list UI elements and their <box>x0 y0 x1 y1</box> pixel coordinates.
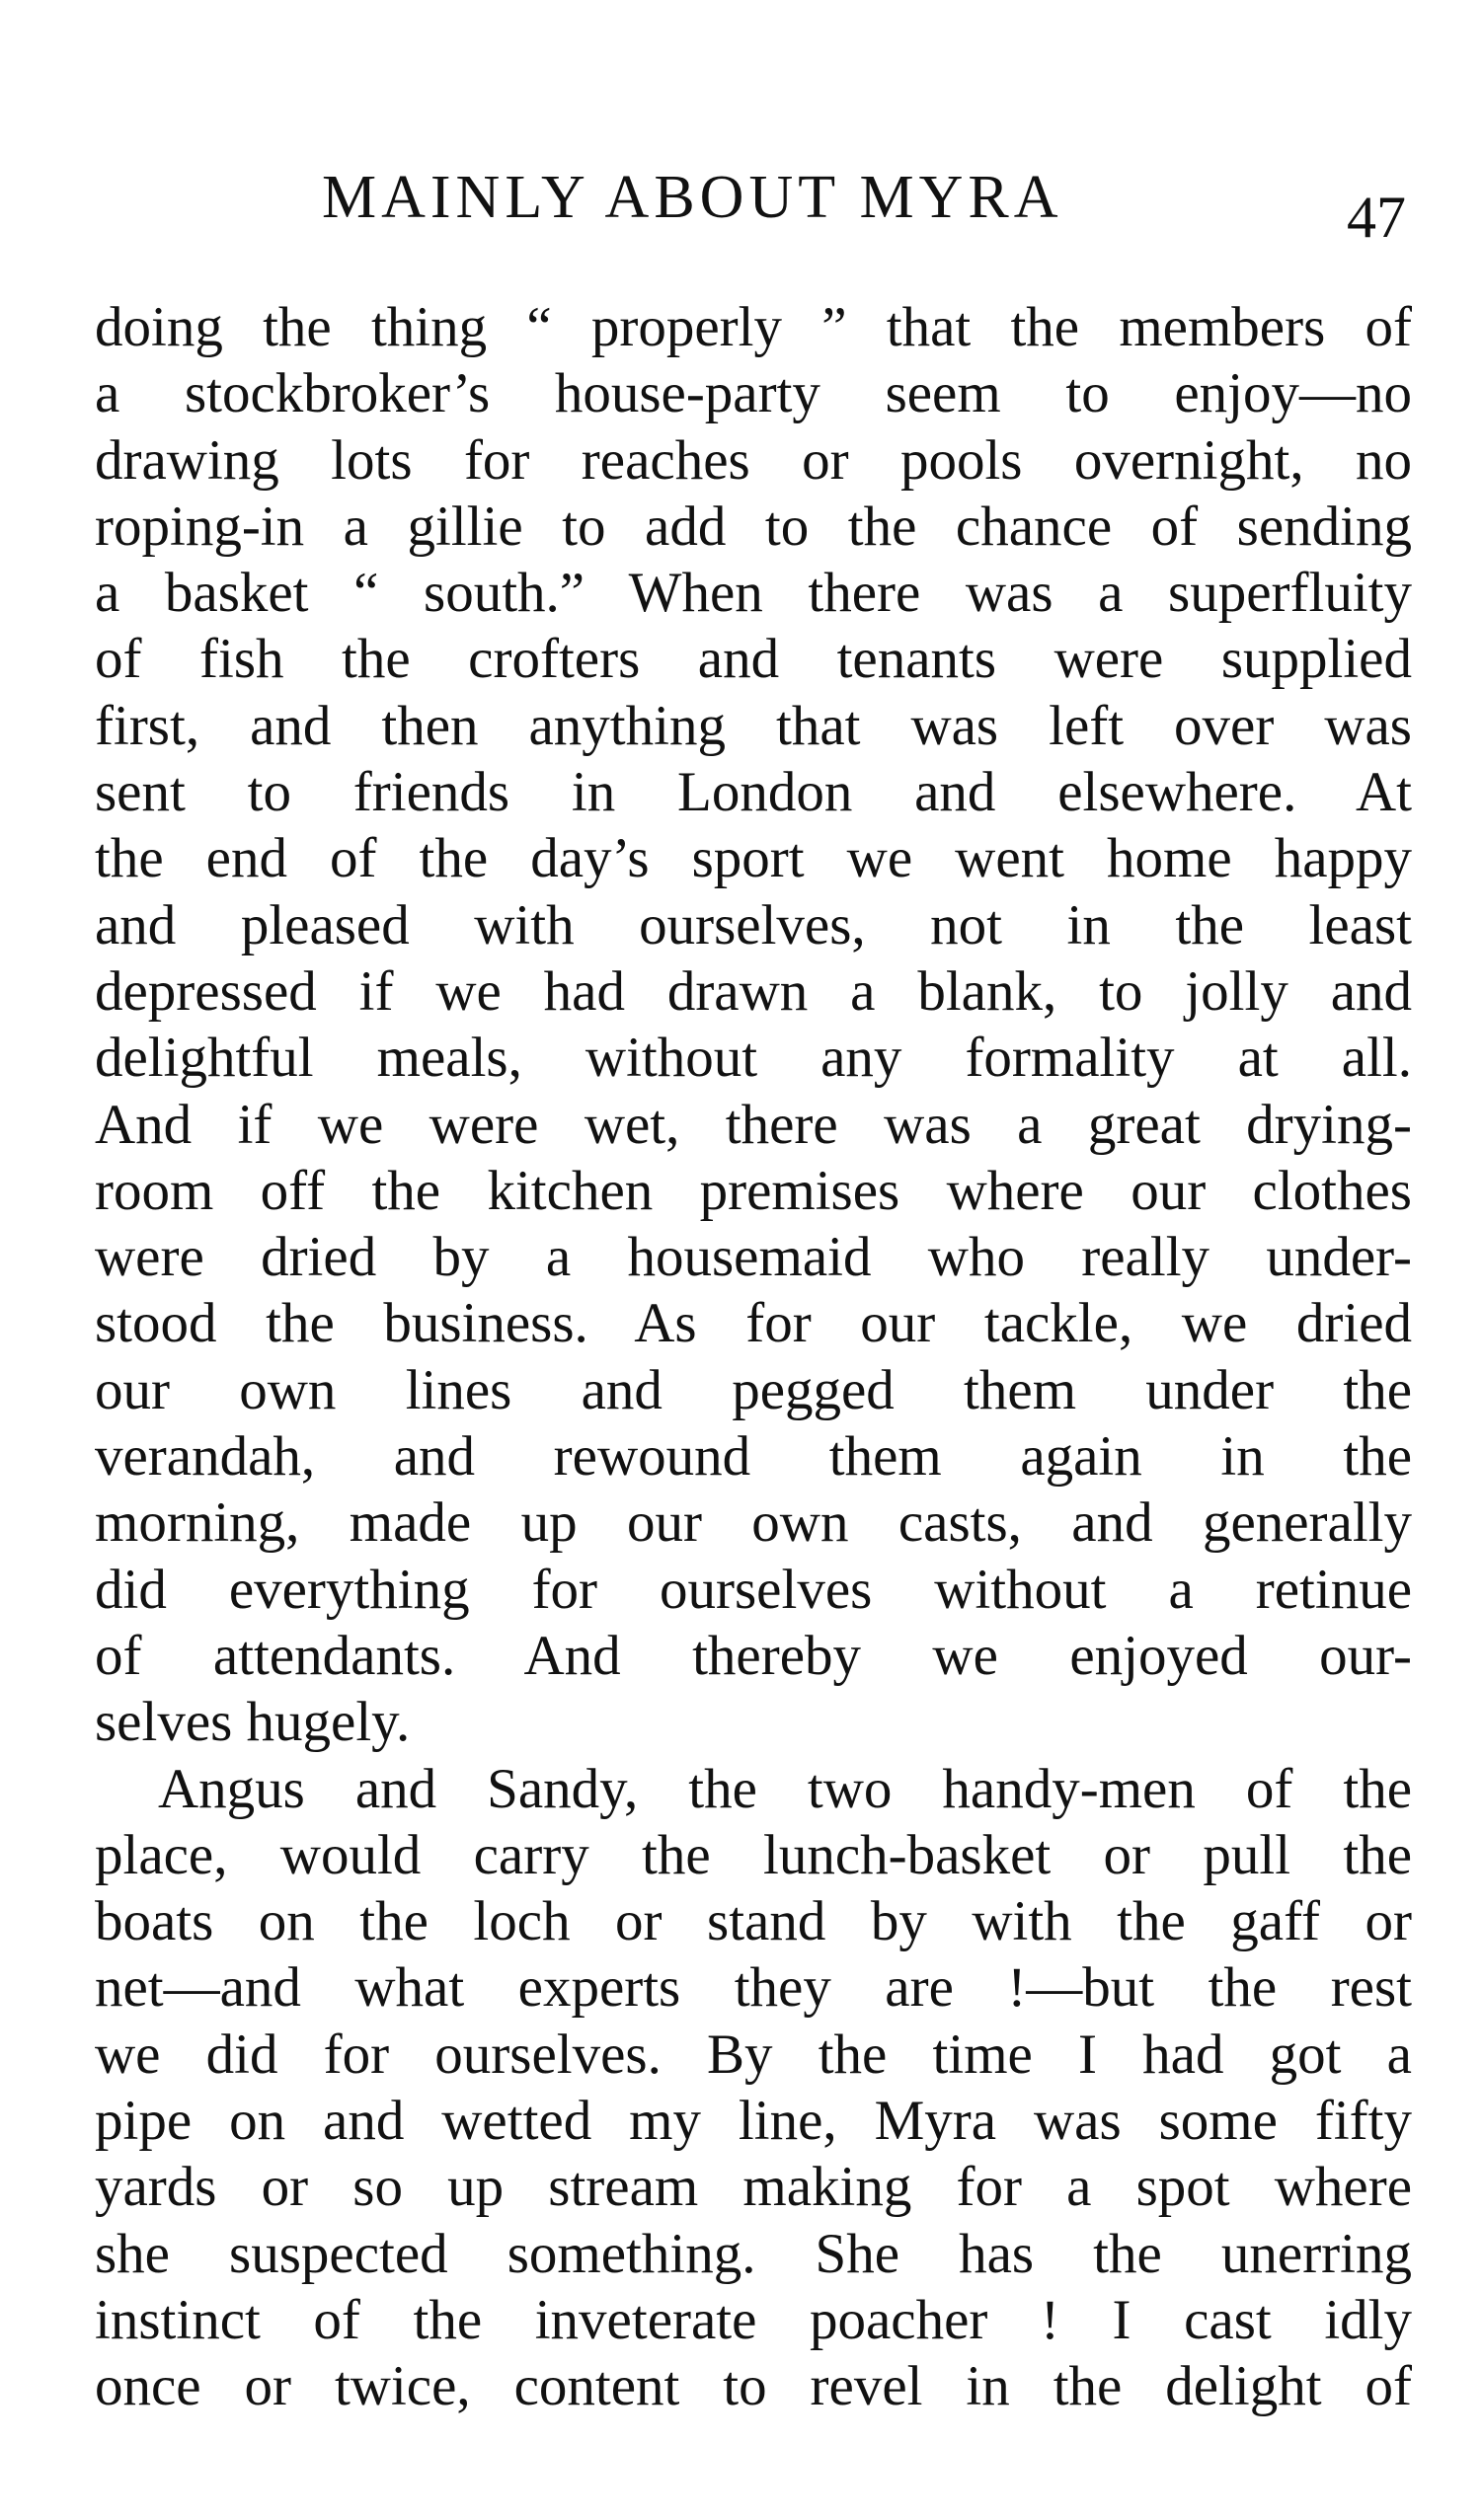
text-line: boats on the loch or stand by with the gaff or <box>95 1890 1412 1953</box>
paragraph-first-line: Angus and Sandy, the two handy-men of the <box>158 1757 1412 1820</box>
text-line: pipe on and wetted my line, Myra was some fifty <box>95 2090 1412 2153</box>
text-line: instinct of the inveterate poacher ! I cast idly <box>95 2288 1412 2351</box>
text-line: sent to friends in London and elsewhere. At <box>95 761 1412 824</box>
text-line: depressed if we had drawn a blank, to jolly and <box>95 959 1412 1023</box>
text-line: the end of the day’s sport we went home happy <box>95 827 1412 890</box>
text-line: And if we were wet, there was a great drying- <box>95 1093 1412 1156</box>
text-line: delightful meals, without any formality at all. <box>95 1027 1412 1090</box>
running-header <box>0 158 1482 250</box>
text-line: place, would carry the lunch-basket or pull the <box>95 1823 1412 1886</box>
body-text <box>95 294 1412 2420</box>
text-line: of fish the crofters and tenants were supplied <box>95 628 1412 691</box>
text-line: she suspected something. She has the unerring <box>95 2222 1412 2285</box>
running-title: MAINLY ABOUT MYRA <box>322 164 1063 231</box>
text-line: net—and what experts they are !—but the rest <box>95 1956 1412 2020</box>
text-line: of attendants. And thereby we enjoyed our- <box>95 1624 1412 1687</box>
text-line: first, and then anything that was left over was <box>95 694 1412 757</box>
text-line: stood the business. As for our tackle, we dried <box>95 1292 1412 1355</box>
text-line: drawing lots for reaches or pools overnight, no <box>95 428 1412 492</box>
text-line: morning, made up our own casts, and generally <box>95 1491 1412 1555</box>
page-number: 47 <box>1347 185 1406 250</box>
text-line: our own lines and pegged them under the <box>95 1358 1412 1421</box>
text-line: a basket “ south.” When there was a superfluity <box>95 562 1412 625</box>
text-line: yards or so up stream making for a spot where <box>95 2156 1412 2219</box>
text-line: and pleased with ourselves, not in the least <box>95 893 1412 956</box>
text-line: we did for ourselves. By the time I had got a <box>95 2023 1412 2086</box>
text-line: once or twice, content to revel in the delight of <box>95 2355 1412 2418</box>
paragraph-last-line: selves hugely. <box>95 1691 411 1754</box>
text-line: verandah, and rewound them again in the <box>95 1425 1412 1489</box>
text-line: a stockbroker’s house-party seem to enjoy—no <box>95 362 1412 425</box>
text-line: did everything for ourselves without a retinue <box>95 1558 1412 1621</box>
text-line: room off the kitchen premises where our clothes <box>95 1159 1412 1222</box>
text-line: doing the thing “ properly ” that the members of <box>95 296 1412 358</box>
text-line: roping-in a gillie to add to the chance of sending <box>95 495 1412 558</box>
text-line: were dried by a housemaid who really under- <box>95 1226 1412 1289</box>
